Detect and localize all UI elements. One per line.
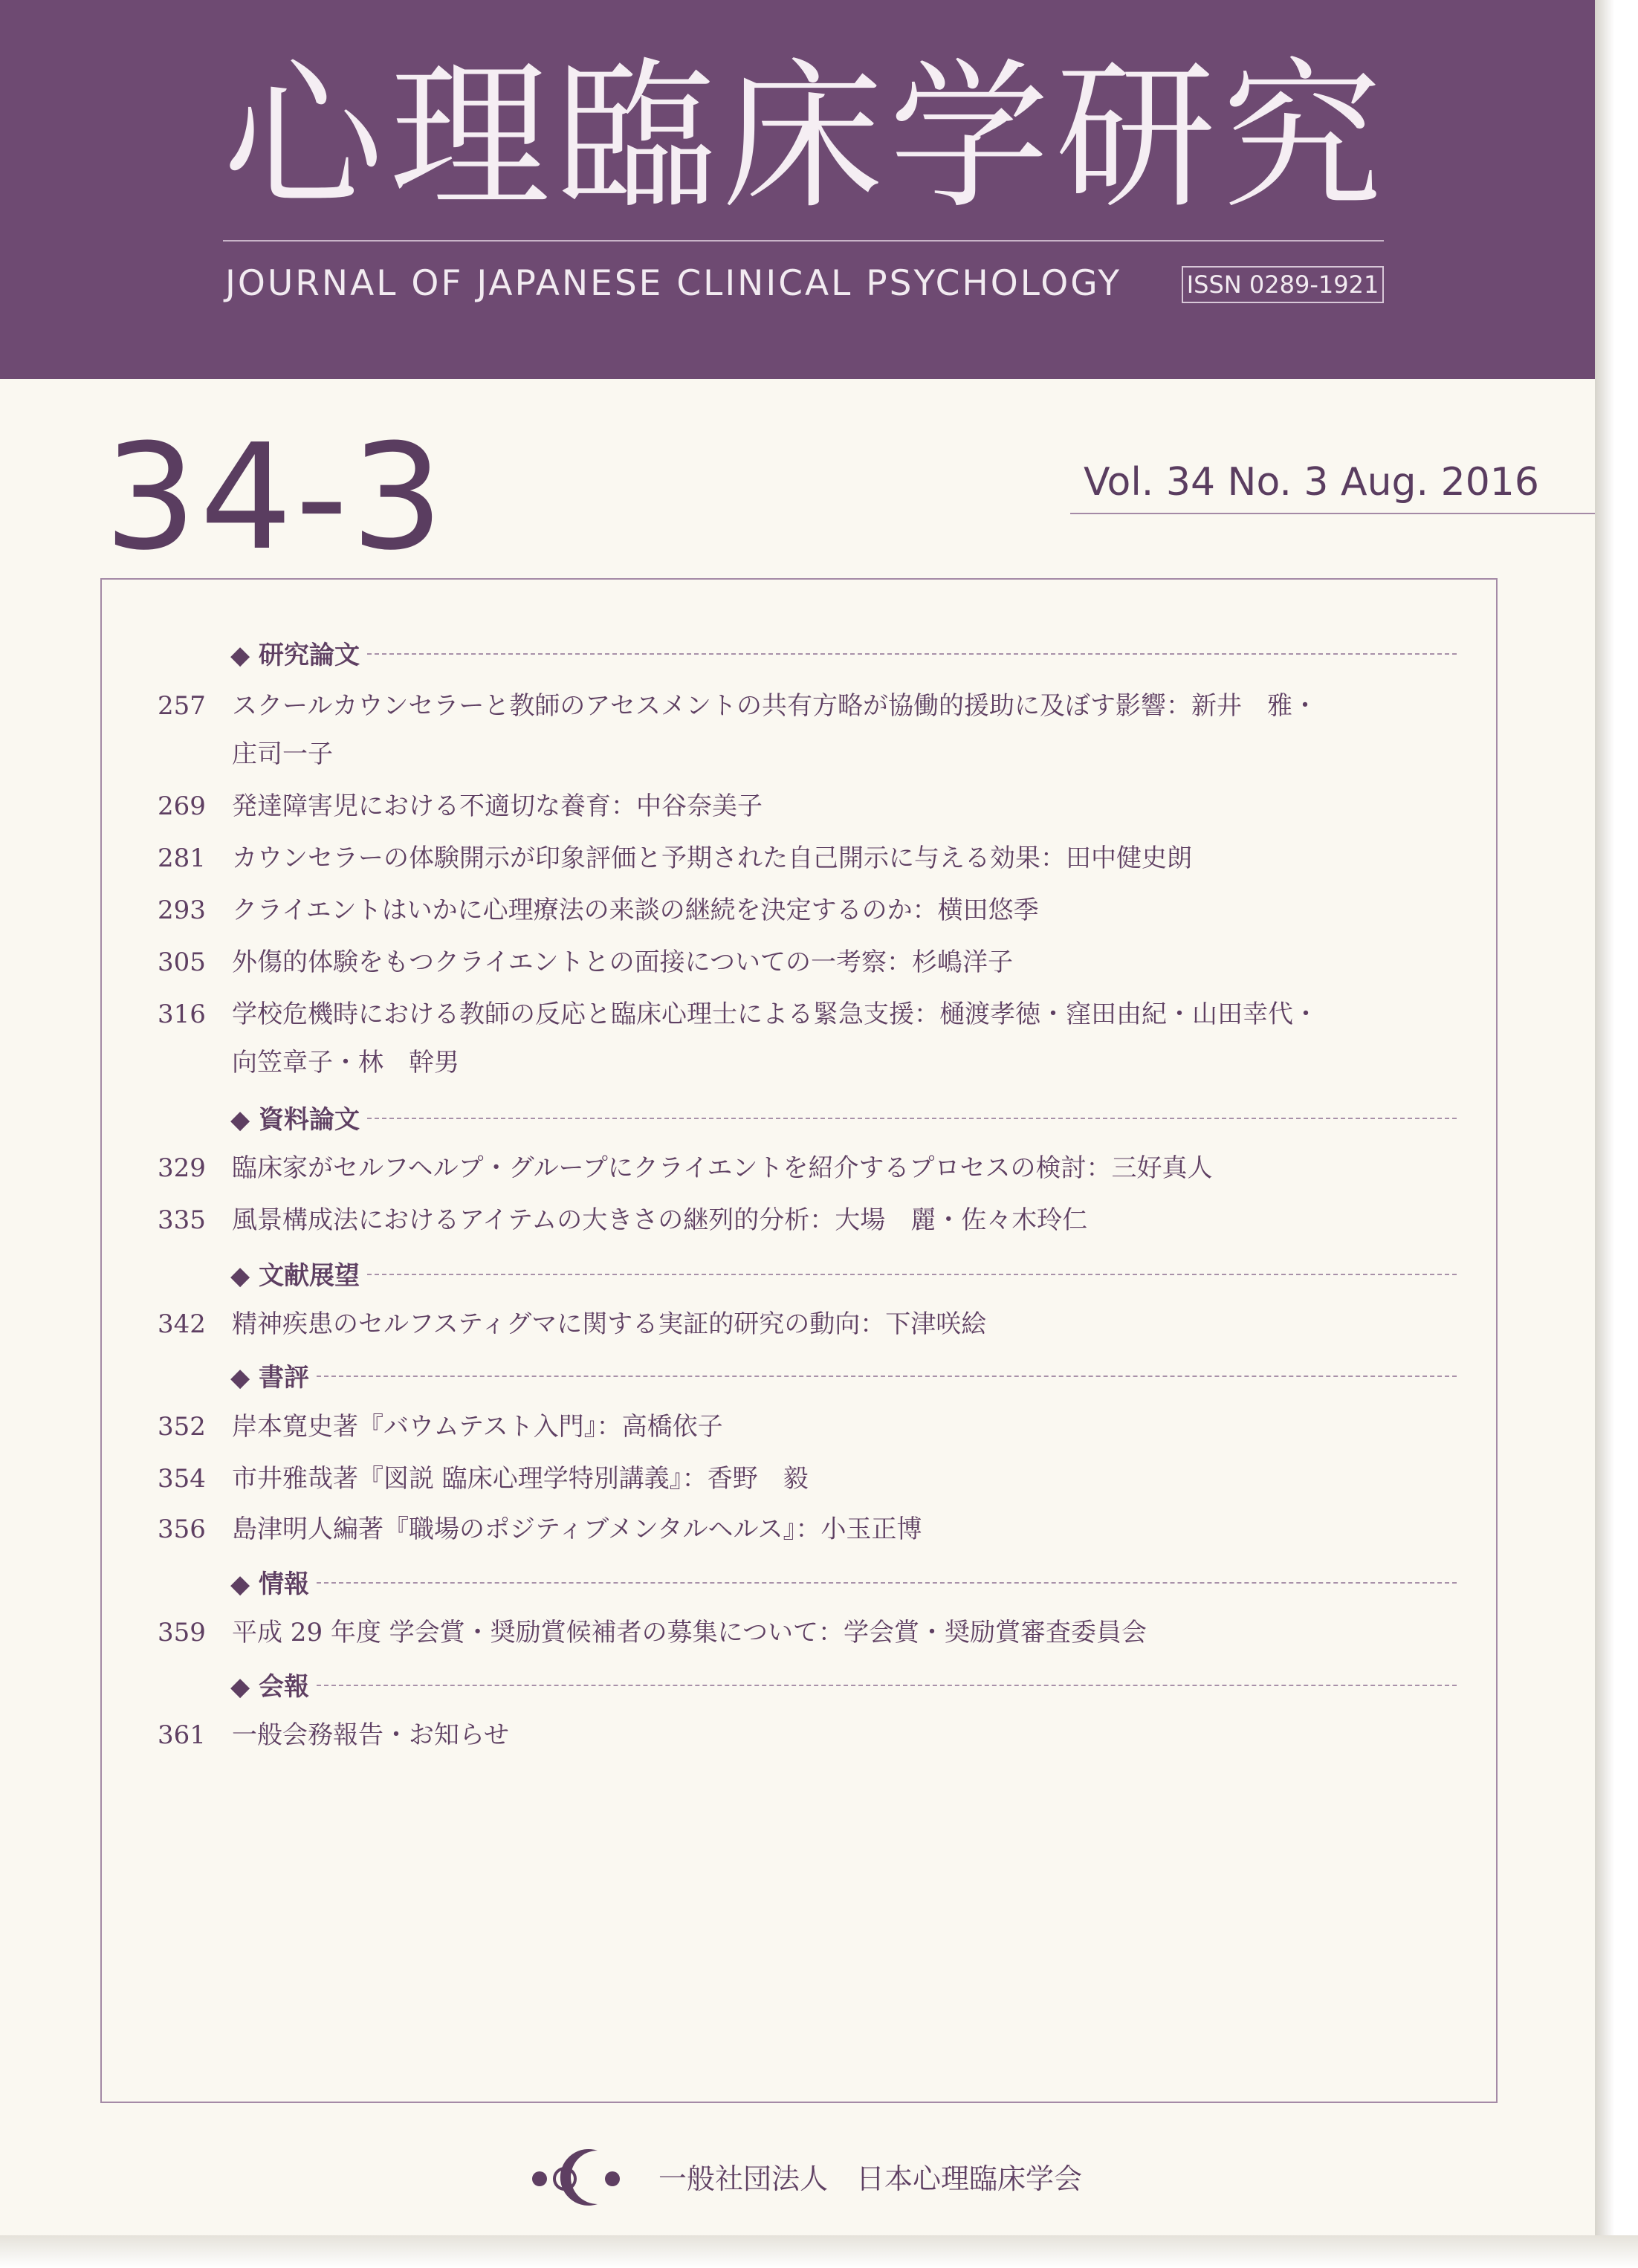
toc-page-number: 356 [158, 1514, 206, 1544]
toc-entry-title: 岸本寛史著『バウムテスト入門』：高橋依子 [232, 1412, 723, 1442]
toc-page-number: 359 [158, 1618, 206, 1647]
toc-page-number: 269 [158, 791, 206, 821]
issue-meta-divider [1070, 513, 1595, 514]
journal-title: 心理臨床学研究 [223, 44, 1389, 230]
toc-entry-title: 一般会務報告・お知らせ [232, 1720, 509, 1750]
toc-entry-title: 島津明人編著『職場のポジティブメンタルヘルス』：小玉正博 [232, 1514, 922, 1544]
publisher [529, 2146, 1082, 2206]
toc-page-number: 329 [158, 1153, 206, 1183]
toc-section-header [230, 1561, 1457, 1602]
toc-page-number: 354 [158, 1464, 206, 1494]
toc-entry-title: 精神疾患のセルフスティグマに関する実証的研究の動向：下津咲絵 [232, 1309, 987, 1339]
dashed-rule [317, 1376, 1457, 1377]
toc-entry-continuation: 庄司一子 [232, 739, 333, 769]
issn-badge: ISSN 0289-1921 [1182, 266, 1384, 303]
toc-entry-title: スクールカウンセラーと教師のアセスメントの共有方略が協働的援助に及ぼす影響：新井 雅・ [232, 691, 1318, 721]
toc-page-number: 281 [158, 843, 206, 873]
toc-section-header [230, 1252, 1457, 1294]
title-divider [223, 240, 1384, 242]
toc-page-number: 352 [158, 1412, 206, 1442]
toc-page-number: 305 [158, 947, 206, 977]
toc-page-number: 361 [158, 1720, 206, 1750]
toc-section-label: ◆ 会報 [230, 1671, 309, 1702]
toc-section-label: ◆ 研究論文 [230, 640, 360, 670]
toc-section-header [230, 1354, 1457, 1396]
toc-section-label: ◆ 資料論文 [230, 1104, 360, 1135]
journal-subtitle: JOURNAL OF JAPANESE CLINICAL PSYCHOLOGY [225, 263, 1122, 304]
toc-section-header [230, 632, 1457, 673]
toc-section-label: ◆ 文献展望 [230, 1260, 360, 1291]
toc-entry-continuation: 向笠章子・林 幹男 [232, 1048, 459, 1078]
page-edge [1595, 0, 1638, 2268]
toc-section-label: ◆ 情報 [230, 1569, 309, 1599]
toc-section-header [230, 1663, 1457, 1705]
issue-volume-date: Vol. 34 No. 3 Aug. 2016 [1084, 460, 1539, 505]
publisher-name: 一般社団法人 日本心理臨床学会 [658, 2162, 1083, 2195]
toc-page-number: 335 [158, 1205, 206, 1235]
issue-number: 34-3 [104, 413, 447, 583]
toc-page-number: 342 [158, 1309, 206, 1339]
toc-entry-title: 学校危機時における教師の反応と臨床心理士による緊急支援：樋渡孝徳・窪田由紀・山田幸代・ [232, 999, 1318, 1029]
dashed-rule [317, 1582, 1457, 1584]
dashed-rule [367, 1274, 1457, 1275]
toc-entry-title: 外傷的体験をもつクライエントとの面接についての一考察：杉嶋洋子 [232, 947, 1013, 977]
toc-page-number: 316 [158, 999, 206, 1029]
toc-entry-title: 平成 29 年度 学会賞・奨励賞候補者の募集について：学会賞・奨励賞審査委員会 [232, 1618, 1147, 1647]
dashed-rule [317, 1685, 1457, 1686]
dashed-rule [367, 1118, 1457, 1119]
toc-entry-title: 市井雅哉著『図説 臨床心理学特別講義』：香野 毅 [232, 1464, 809, 1494]
toc-page-number: 257 [158, 691, 206, 721]
page-bottom-edge [0, 2235, 1638, 2268]
toc-entry-title: クライエントはいかに心理療法の来談の継続を決定するのか：横田悠季 [232, 895, 1039, 925]
toc-section-label: ◆ 書評 [230, 1362, 309, 1393]
toc-entry-title: カウンセラーの体験開示が印象評価と予期された自己開示に与える効果：田中健史朗 [232, 843, 1192, 873]
society-logo-icon [529, 2146, 626, 2206]
toc-entry-title: 発達障害児における不適切な養育：中谷奈美子 [232, 791, 763, 821]
dashed-rule [367, 653, 1457, 655]
toc-page-number: 293 [158, 895, 206, 925]
toc-entry-title: 風景構成法におけるアイテムの大きさの継列的分析：大場 麗・佐々木玲仁 [232, 1205, 1088, 1235]
toc-entry-title: 臨床家がセルフヘルプ・グループにクライエントを紹介するプロセスの検討：三好真人 [232, 1153, 1213, 1183]
toc-section-header [230, 1096, 1457, 1138]
